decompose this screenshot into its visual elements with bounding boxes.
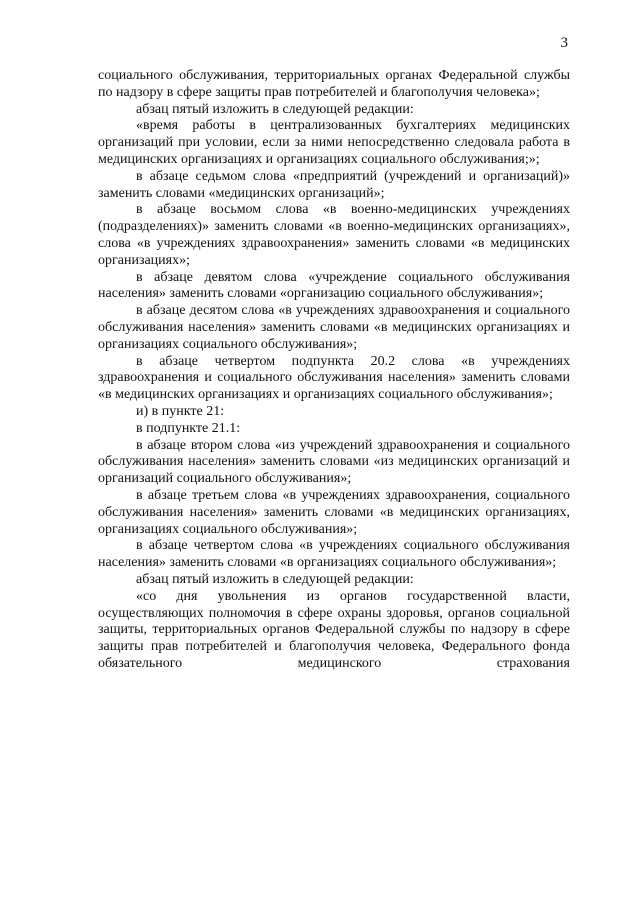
paragraph-2: абзац пятый изложить в следующей редакции: <box>136 101 414 117</box>
paragraph-3: «время работы в централизованных бухгалтериях медицинских организаций при условии, если за ними непосредственно следовала работа в медицинских организациях и организациях социального обслуживания;»; <box>98 118 570 167</box>
document-body <box>98 68 570 673</box>
paragraph-4: в абзаце седьмом слова «предприятий (учреждений и организаций)» заменить словами «медицинских организаций»; <box>98 168 570 201</box>
paragraph-13: в абзаце четвертом слова «в учреждениях социального обслуживания населения» заменить словами «в организациях социального обслуживания»; <box>98 538 570 571</box>
paragraph-15: «со дня увольнения из органов государственной власти, осуществляющих полномочия в сфере охраны здоровья, органов социальной защиты, территориальных органов Федеральной службы по надзору в сфере защиты прав потребителей и благополучия человека, Федерального фонда обязательного медицинского страхования <box>98 588 570 671</box>
paragraph-10: в подпункте 21.1: <box>136 420 241 436</box>
paragraph-9: и) в пункте 21: <box>136 403 225 419</box>
paragraph-8: в абзаце четвертом подпункта 20.2 слова «в учреждениях здравоохранения и социального обслуживания населения» заменить словами «в медицинских организациях и организациях социального обслуживания»; <box>98 353 570 403</box>
paragraph-5: в абзаце восьмом слова «в военно-медицинских учреждениях (подразделениях)» заменить словами «в военно-медицинских организациях», слова «в учреждениях здравоохранения» заменить словами «в медицинских организациях»; <box>98 202 570 268</box>
page-number: 3 <box>560 35 568 51</box>
paragraph-12: в абзаце третьем слова «в учреждениях здравоохранения, социального обслуживания населения» заменить словами «в медицинских организациях, организациях социального обслуживания»; <box>98 487 570 537</box>
paragraph-6: в абзаце девятом слова «учреждение социального обслуживания населения» заменить словами «организацию социального обслуживания»; <box>98 269 570 302</box>
paragraph-11: в абзаце втором слова «из учреждений здравоохранения и социального обслуживания населения» заменить словами «из медицинских организаций и организаций социального обслуживания»; <box>98 437 570 487</box>
paragraph-14: абзац пятый изложить в следующей редакции: <box>136 571 414 587</box>
paragraph-7: в абзаце десятом слова «в учреждениях здравоохранения и социального обслуживания населения» заменить словами «в медицинских организациях и организациях социального обслуживания»; <box>98 303 570 352</box>
paragraph-1: социального обслуживания, территориальных органах Федеральной службы по надзору в сфере защиты прав потребителей и благополучия человека»; <box>98 68 570 100</box>
